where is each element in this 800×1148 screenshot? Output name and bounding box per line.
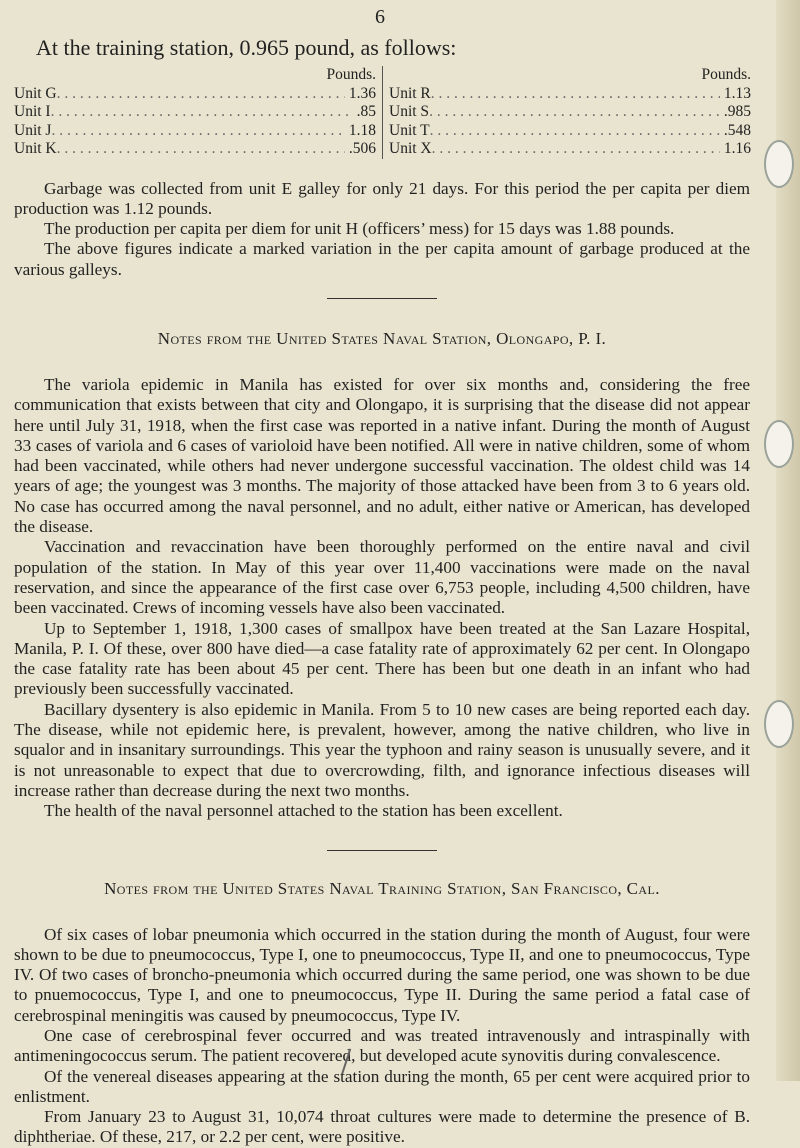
unit-label: Unit X [389, 140, 432, 157]
unit-label: Unit S [389, 103, 430, 120]
paragraph: Of the venereal diseases appearing at the station during the month, 65 per cent were acquired prior to enlistment. [14, 1066, 750, 1106]
table-row [389, 140, 757, 159]
table-column-left [14, 66, 382, 159]
paragraph: One case of cerebrospinal fever occurred and was treated intravenously and intraspinally with antimeningococcus serum. The patient recovered, but developed acute synovitis during convalescence. [14, 1026, 750, 1066]
page-content [14, 34, 750, 1148]
binding-hole [764, 700, 794, 748]
table-row [14, 140, 382, 159]
paragraph: The production per capita per diem for unit H (officers’ mess) for 15 days was 1.88 pounds. [44, 219, 675, 239]
table-row [389, 85, 757, 104]
paragraph: Up to September 1, 1918, 1,300 cases of smallpox have been treated at the San Lazare Hospital, Manila, P. I. Of these, over 800 have died—a case fatality rate of approximately 62 per cent. In Olongapo the case fatality rate has been about 45 per cent. There has been but one death in an infant who had previously been successfully vaccinated. [14, 618, 750, 699]
unit-label: Unit R [389, 84, 431, 102]
table-row [389, 122, 757, 141]
section-divider [327, 850, 437, 851]
section-divider [327, 298, 437, 299]
unit-value: .85 [356, 103, 376, 120]
garbage-table [14, 66, 750, 159]
table-row [389, 103, 757, 122]
unit-label: Unit G [14, 84, 57, 102]
binding-hole [764, 140, 794, 188]
unit-value: 1.18 [348, 121, 376, 139]
unit-value: .985 [723, 103, 751, 120]
section-title-olongapo: Notes from the United States Naval Station, Olongapo, P. I. [157, 328, 607, 348]
paragraph: The above figures indicate a marked variation in the per capita amount of garbage produced at the various galleys. [14, 239, 750, 279]
unit-value: 1.16 [723, 140, 751, 157]
unit-label: Unit T [389, 121, 430, 139]
table-row [14, 122, 382, 141]
unit-label: Unit K [14, 140, 57, 157]
paragraph: The health of the naval personnel attached to the station has been excellent. [44, 801, 563, 821]
table-intro: At the training station, 0.965 pound, as follows: [36, 35, 457, 60]
paragraph: The variola epidemic in Manila has existed for over six months and, considering the free communication that exists between that city and Olongapo, it is surprising that the disease did not appear here until July 31, 1918, when the first case was reported in a native infant. During the month of August 33 cases of variola and 6 cases of varioloid have been notified. All were in native children, some of whom had been vaccinated, while others had never undergone successful vaccination. The oldest child was 14 years of age; the youngest was 3 months. The majority of those attacked have been from 3 to 6 years old. No case has occurred among the naval personnel, and no adult, either native or American, has developed the disease. [14, 374, 750, 537]
table-column-right [382, 66, 757, 159]
paragraph: Bacillary dysentery is also epidemic in Manila. From 5 to 10 new cases are being reported each day. The disease, while not epidemic here, is prevalent, however, among the native children, who live in squalor and in insanitary surroundings. This year the typhoon and rainy season is unusually severe, and it is not unreasonable to expect that due to overcrowding, filth, and ignorance infectious diseases will increase rather than decrease during the next two months. [14, 699, 750, 800]
unit-value: 1.13 [723, 84, 751, 102]
section-title-san-francisco: Notes from the United States Naval Training Station, San Francisco, Cal. [104, 878, 660, 898]
table-row [14, 103, 382, 122]
paragraph: Of six cases of lobar pneumonia which occurred in the station during the month of August, four were shown to be due to pneumococcus, Type I, one to pneumococcus, Type II, and one to pneumococcus, Type IV. Of two cases of broncho-pneumonia which occurred during the same period, one was shown to be due to pnuemococcus, Type I, and one to pneumococcus, Type II. During the same period a fatal case of cerebrospinal meningitis was caused by pneumococcus, Type IV. [14, 924, 750, 1025]
paragraph: Vaccination and revaccination have been thoroughly performed on the entire naval and civil population of the station. In May of this year over 11,400 vaccinations were made on the naval reservation, and since the appearance of the first case over 6,753 people, including 4,500 children, have been vaccinated. Crews of incoming vessels have also been vaccinated. [14, 537, 750, 618]
unit-label: Unit I [14, 103, 51, 120]
paragraph: Garbage was collected from unit E galley for only 21 days. For this period the per capita per diem production was 1.12 pounds. [14, 178, 750, 218]
unit-value: .548 [723, 121, 751, 139]
binding-hole [764, 420, 794, 468]
unit-value: .506 [348, 140, 376, 157]
unit-value: 1.36 [348, 84, 376, 102]
column-header: Pounds. [701, 66, 751, 83]
table-row [14, 85, 382, 104]
page-number: 6 [375, 6, 385, 28]
unit-label: Unit J [14, 121, 52, 139]
paragraph: From January 23 to August 31, 10,074 throat cultures were made to determine the presence of B. diphtheriae. Of these, 217, or 2.2 per cent, were positive. [14, 1107, 750, 1147]
column-header: Pounds. [326, 66, 376, 83]
